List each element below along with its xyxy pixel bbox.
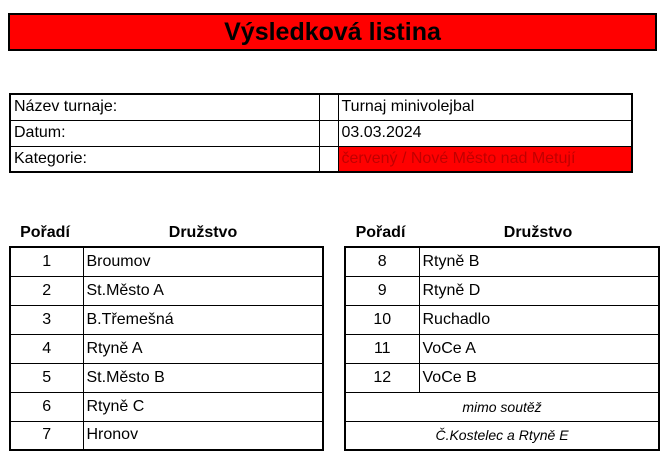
team-cell: VoCe A — [419, 334, 659, 363]
team-cell: Hronov — [83, 421, 323, 450]
table-row — [10, 421, 323, 450]
team-cell: B.Třemešná — [83, 305, 323, 334]
note-cell: Č.Kostelec a Rtyně E — [345, 421, 659, 450]
table-row — [10, 247, 323, 276]
rank-cell: 10 — [345, 305, 419, 334]
table-row — [10, 276, 323, 305]
info-value: 03.03.2024 — [338, 120, 632, 146]
team-cell: Ruchadlo — [419, 305, 659, 334]
info-row-category — [10, 146, 632, 172]
info-spacer — [319, 120, 338, 146]
team-cell: Rtyně D — [419, 276, 659, 305]
rank-header-left: Pořadí — [20, 224, 70, 241]
rank-cell: 5 — [10, 363, 83, 392]
team-cell: St.Město A — [83, 276, 323, 305]
rank-cell: 7 — [10, 421, 83, 450]
info-label: Datum: — [10, 120, 319, 146]
info-row-tournament — [10, 94, 632, 120]
rank-cell: 1 — [10, 247, 83, 276]
rank-cell: 9 — [345, 276, 419, 305]
table-row — [10, 363, 323, 392]
table-row — [345, 334, 659, 363]
info-spacer — [319, 94, 338, 120]
results-table-right — [344, 246, 660, 451]
info-spacer — [319, 146, 338, 172]
table-row — [345, 247, 659, 276]
rank-cell: 6 — [10, 392, 83, 421]
rank-cell: 3 — [10, 305, 83, 334]
table-row — [345, 305, 659, 334]
team-header-left: Družstvo — [168, 224, 238, 241]
rank-header-right: Pořadí — [355, 224, 406, 241]
team-cell: Rtyně C — [83, 392, 323, 421]
rank-cell: 8 — [345, 247, 419, 276]
info-label: Kategorie: — [10, 146, 319, 172]
tournament-info-table — [9, 93, 633, 173]
info-value-highlighted: červený / Nové Město nad Metují — [338, 146, 632, 172]
results-table-left — [9, 246, 324, 451]
table-row — [10, 334, 323, 363]
info-label: Název turnaje: — [10, 94, 319, 120]
rank-cell: 12 — [345, 363, 419, 392]
table-row — [10, 305, 323, 334]
team-cell: VoCe B — [419, 363, 659, 392]
team-cell: Rtyně B — [419, 247, 659, 276]
team-cell: St.Město B — [83, 363, 323, 392]
table-row — [345, 276, 659, 305]
table-row — [10, 392, 323, 421]
info-value: Turnaj minivolejbal — [338, 94, 632, 120]
team-cell: Broumov — [83, 247, 323, 276]
page-title: Výsledková listina — [8, 13, 657, 51]
note-row — [345, 421, 659, 450]
note-row — [345, 392, 659, 421]
table-row — [345, 363, 659, 392]
rank-cell: 4 — [10, 334, 83, 363]
team-cell: Rtyně A — [83, 334, 323, 363]
info-row-date — [10, 120, 632, 146]
rank-cell: 2 — [10, 276, 83, 305]
note-cell: mimo soutěž — [345, 392, 659, 421]
rank-cell: 11 — [345, 334, 419, 363]
team-header-right: Družstvo — [503, 224, 573, 241]
